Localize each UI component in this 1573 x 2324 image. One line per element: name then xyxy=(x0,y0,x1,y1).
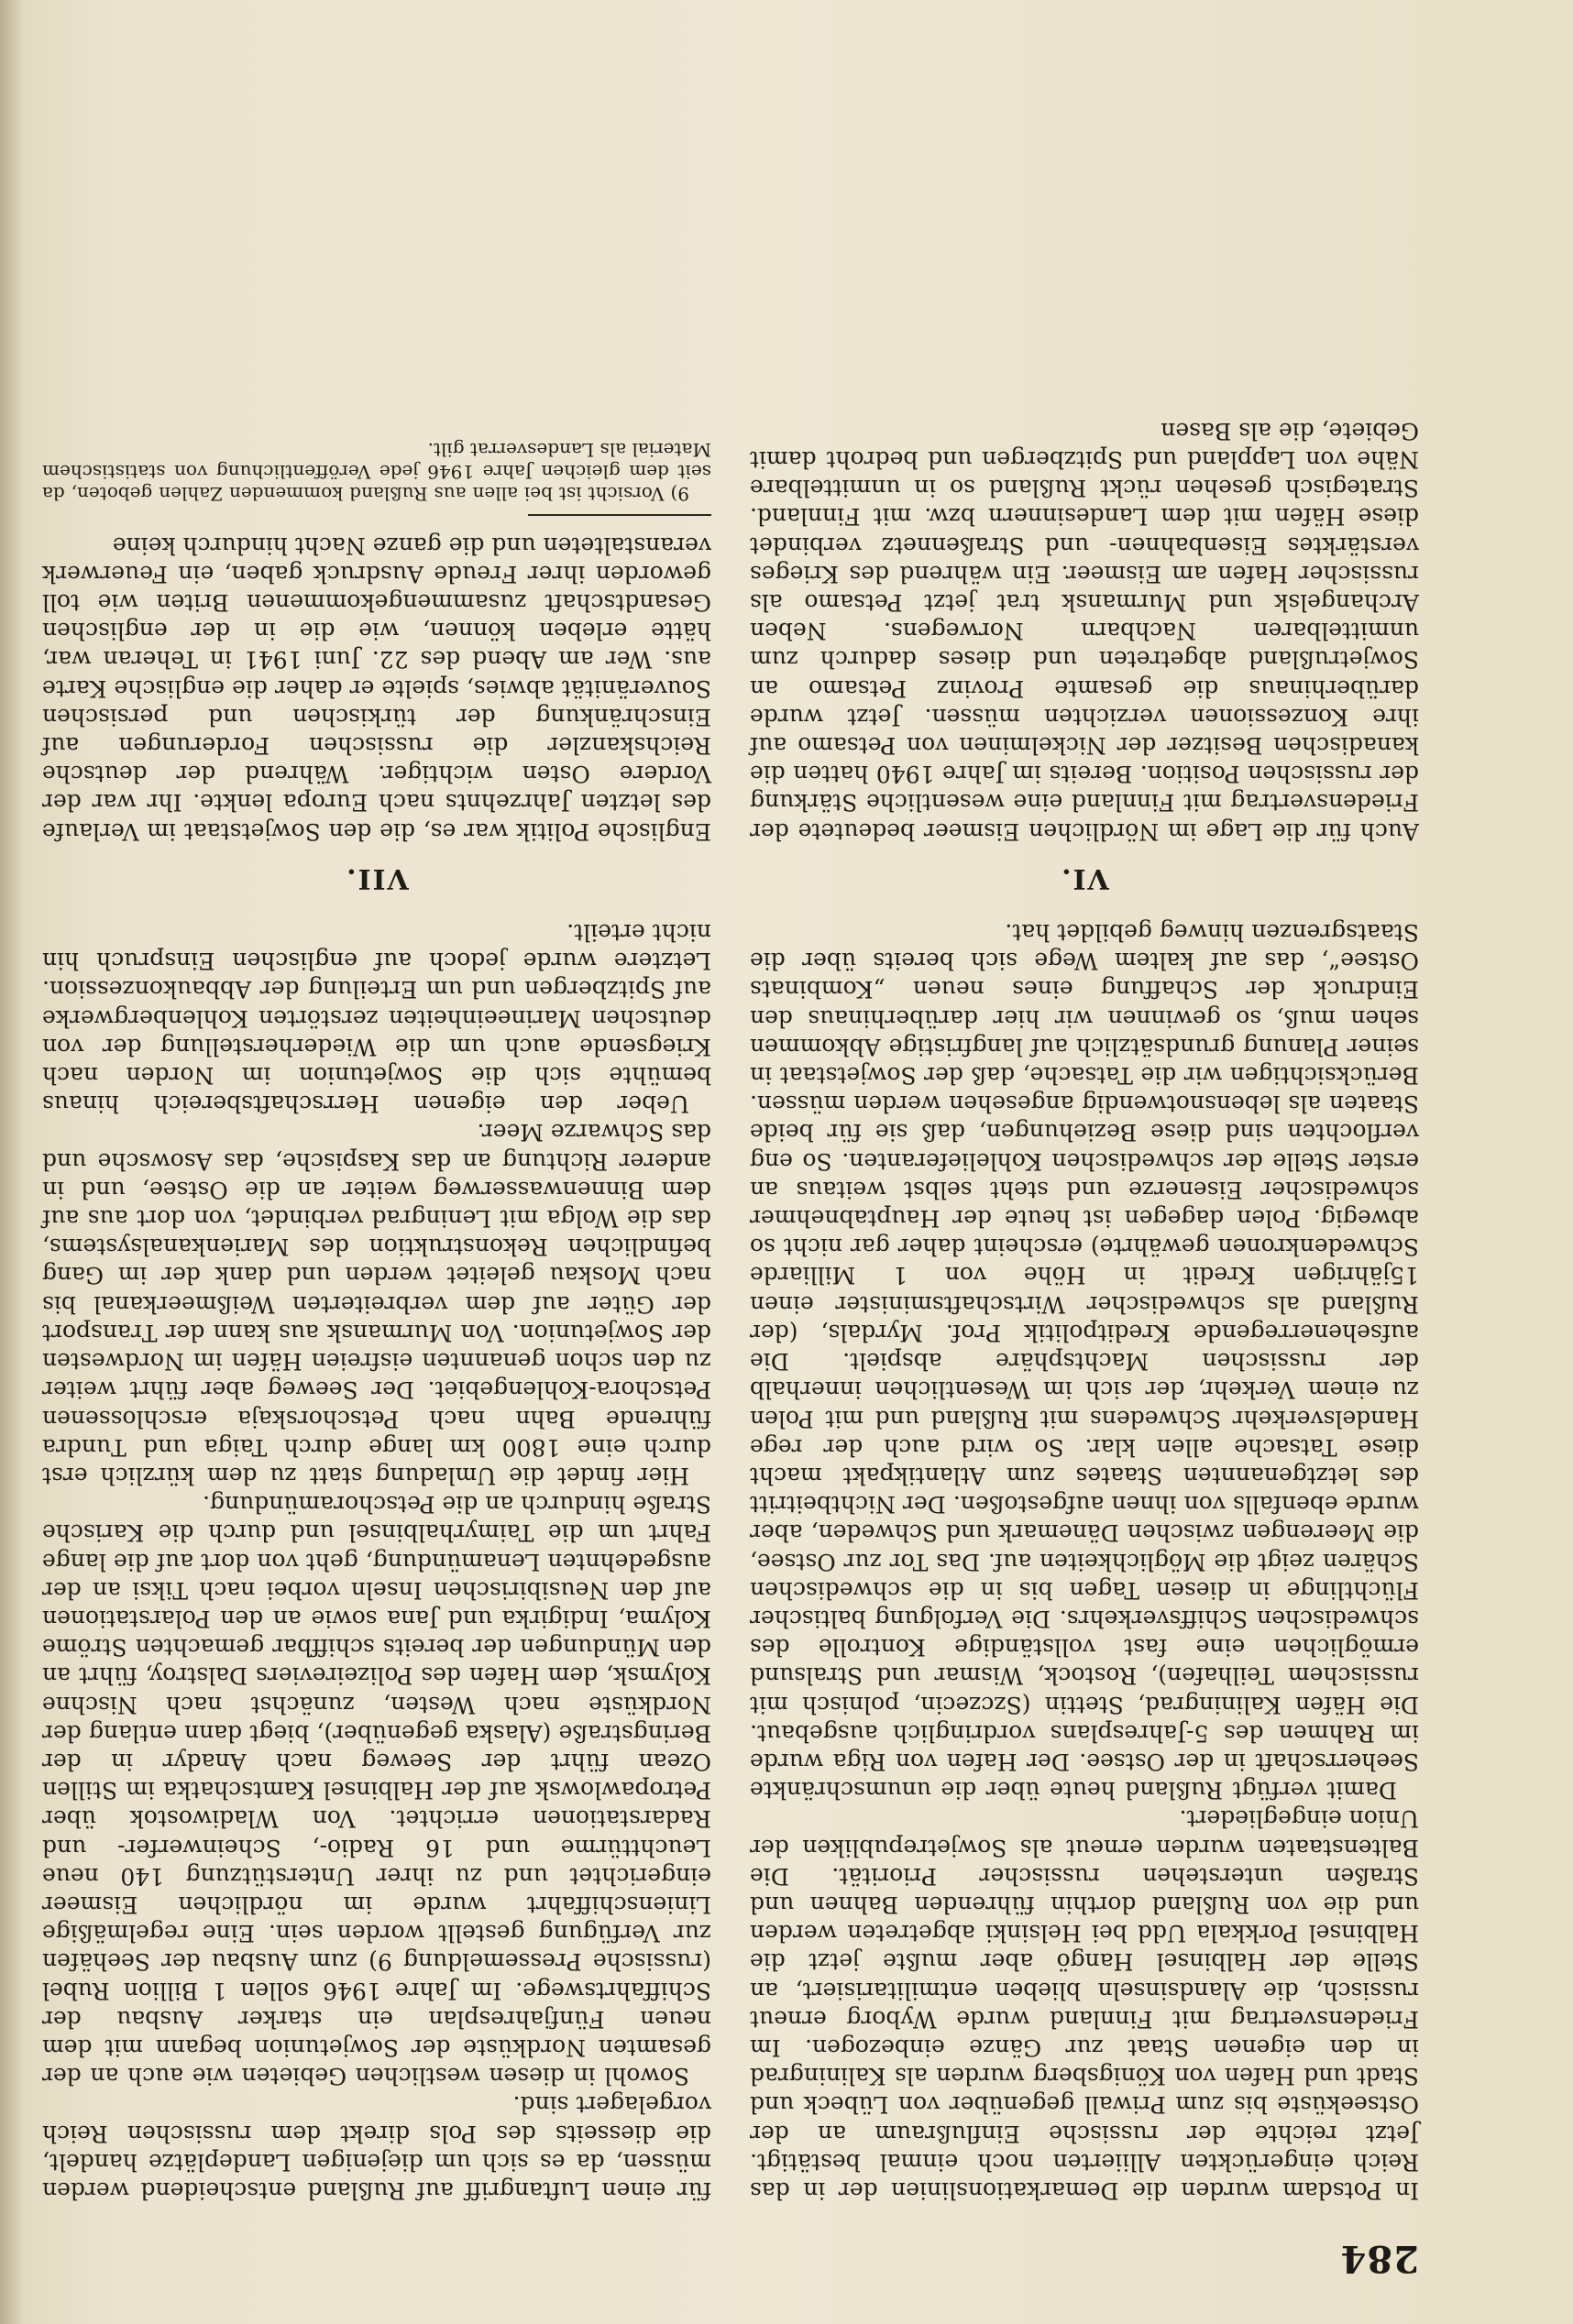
paragraph: Auch für die Lage im Nördlichen Eismeer bedeutete der Friedensvertrag mit Finnland eine wesentliche Stärkung der russischen Position. Bereits im Jahre 1940 hatten die kanadischen Besitzer der Nickelminen von Petsamo auf ihre Konzessionen verzichten müssen. Jetzt wurde darüberhinaus die gesamte Provinz Petsamo an Sowjetrußland abgetreten und dieses dadurch zum unmittelbaren Nachbarn Norwegens. Neben Archangelsk und Murmansk trat jetzt Petsamo als russischer Hafen am Eismeer. Ein während des Krieges verstärktes Eisenbahnen- und Straßennetz verbindet diese Häfen mit dem Landesinnern bzw. mit Finnland. Strategisch gesehen rückt Rußland so in unmittelbare Nähe von Lappland und Spitzbergen und bedroht damit Gebiete, die als Basen xyxy=(750,417,1419,845)
paragraph: In Potsdam wurden die Demarkationslinien der in das Reich eingerückten Alliierten noch einmal bestätigt. Jetzt reichte der russische Einflußraum an der Ostseeküste bis zum Priwall gegenüber von Lübeck und Stadt und Hafen von Königsberg wurden als Kaliningrad in den eigenen Staat zur Gänze einbezogen. Im Friedensvertrag mit Finnland wurde Wyborg erneut russisch, die Alandsinseln blieben entmilitarisiert, an Stelle der Halbinsel Hangö aber mußte jetzt die Halbinsel Porkkala Udd bei Helsinki abgetreten werden und die von Rußland dorthin führenden Bahnen und Straßen unterstehen russischer Priorität. Die Baltenstaaten wurden erneut als Sowjetrepubliken der Union eingegliedert. xyxy=(750,1805,1419,2204)
right-column xyxy=(42,439,711,2205)
paragraph: Sowohl in diesen westlichen Gebieten wie auch an der gesamten Nordküste der Sowjetunion begann mit dem neuen Fünfjahresplan ein starker Ausbau der Schiffahrtswege. Im Jahre 1946 sollen 1 Billion Rubel (russische Pressemeldung 9) zum Ausbau der Seehäfen zur Verfügung gestellt worden sein. Eine regelmäßige Linienschiffahrt wurde im nördlichen Eismeer eingerichtet und zu ihrer Unterstützung 140 neue Leuchttürme und 16 Radio-, Scheinwerfer- und Radarstationen errichtet. Von Wladiwostok über Petropawlowsk auf der Halbinsel Kamtschatka im Stillen Ozean führt der Seeweg nach Anadyr in der Beringstraße (Alaska gegenüber), biegt dann entlang der Nordküste nach Westen, zunächst nach Nischne Kolymsk, dem Hafen des Polizeireviers Dalstroy, führt an den Mündungen der bereits schiffbar gemachten Ströme Kolyma, Indigirka und Jana sowie an den Polarstationen auf den Neusibirischen Inseln vorbei nach Tiksi an der ausgedehnten Lenamündung, geht von dort auf die lange Fahrt um die Taimyrhalbinsel und durch die Karische Straße hindurch an die Petschoramündung. xyxy=(42,1491,711,2090)
footnote: 9) Vorsicht ist bei allen aus Rußland kommenden Zahlen geboten, da seit dem gleichen Jahre 1946 jede Veröffentlichung von statistischem Material als Landesverrat gilt. xyxy=(42,439,711,506)
paragraph: für einen Luftangriff auf Rußland entscheidend werden müssen, da es sich um diejenigen Landeplätze handelt, die diesseits des Pols direkt dem russischen Reich vorgelagert sind. xyxy=(42,2091,711,2204)
section-heading: VI. xyxy=(1060,861,1109,894)
page-number: 284 xyxy=(1339,2237,1419,2280)
paragraph: Hier findet die Umladung statt zu dem kürzlich erst durch eine 1800 km lange durch Taiga und Tundra führende Bahn nach Petschorskaja erschlossenen Petschora-Kohlengebiet. Der Seeweg aber führt weiter zu den schon genannten eisfreien Häfen im Nordwesten der Sowjetunion. Von Murmansk aus kann der Transport der Güter auf dem verbreiterten Weißmeerkanal bis nach Moskau geleitet werden und dank der im Gang befindlichen Rekonstruktion des Marienkanalsystems, das die Wolga mit Leningrad verbindet, von dort aus auf dem Binnenwasserweg weiter an die Ostsee, und in anderer Richtung an das Kaspische, das Asowsche und das Schwarze Meer. xyxy=(42,1119,711,1489)
section-heading: VII. xyxy=(345,861,409,894)
left-column xyxy=(750,417,1419,2205)
paragraph: Damit verfügt Rußland heute über die unumschränkte Seeherrschaft in der Ostsee. Der Hafen von Riga wurde im Rahmen des 5-Jahresplans vordringlich ausgebaut. Die Häfen Kaliningrad, Stettin (Szczecin, polnisch mit russischem Teilhafen), Rostock, Wismar und Stralsund ermöglichen eine fast vollständige Kontrolle des schwedischen Schiffsverkehrs. Die Verfolgung baltischer Flüchtlinge in diesen Tagen bis in die schwedischen Schären zeigt die Möglichkeiten auf. Das Tor zur Ostsee, die Meerengen zwischen Dänemark und Schweden, aber wurde ebenfalls von ihnen aufgestoßen. Der Nichtbeitritt des letztgenannten Staates zum Atlantikpakt macht diese Tatsache allen klar. So wird auch der rege Handelsverkehr Schwedens mit Rußland und mit Polen zu einem Verkehr, der sich im Wesentlichen innerhalb der russischen Machtsphäre abspielt. Die aufsehenerregende Kreditpolitik Prof. Myrdals, (der Rußland als schwedischer Wirtschaftsminister einen 15jährigen Kredit in Höhe von 1 Milliarde Schwedenkronen gewährte) erscheint daher gar nicht so abwegig. Polen dagegen ist heute der Hauptabnehmer schwedischer Eisenerze und steht selbst weitaus an erster Stelle der schwedischen Kohlelieferanten. So eng verflochten sind diese Beziehungen, daß sie für beide Staaten als lebensnotwendig angesehen werden müssen. Berücksichtigen wir die Tatsache, daß der Sowjetstaat in seiner Planung grundsätzlich auf langfristige Abkommen sehen muß, so gewinnen wir hier darüberhinaus den Eindruck der Schaffung eines neuen „Kombinats Ostsee“, das auf kaltem Wege sich bereits über die Staatsgrenzen hinweg gebildet hat. xyxy=(750,919,1419,1804)
paragraph: Ueber den eigenen Herrschaftsbereich hinaus bemühte sich die Sowjetunion im Norden nach Kriegsende auch um die Wiederherstellung der von deutschen Marineeinheiten zerstörten Kohlenbergwerke auf Spitzbergen und um Erteilung der Abbaukonzession. Letztere wurde jedoch auf englischen Einspruch hin nicht erteilt. xyxy=(42,919,711,1118)
paragraph: Englische Politik war es, die den Sowjetstaat im Verlaufe des letzten Jahrzehnts nach Europa lenkte. Ihr war der Vordere Osten wichtiger. Während der deutsche Reichskanzler die russischen Forderungen auf Einschränkung der türkischen und persischen Souveränität abwies, spielte er daher die englische Karte aus. Wer am Abend des 22. Juni 1941 in Teheran war, hätte erleben können, wie die in der englischen Gesandtschaft zusammengekommenen Briten wie toll geworden ihrer Freude Ausdruck gaben, ein Feuerwerk veranstalteten und die ganze Nacht hindurch keine xyxy=(42,532,711,845)
footnote-divider xyxy=(528,514,711,516)
